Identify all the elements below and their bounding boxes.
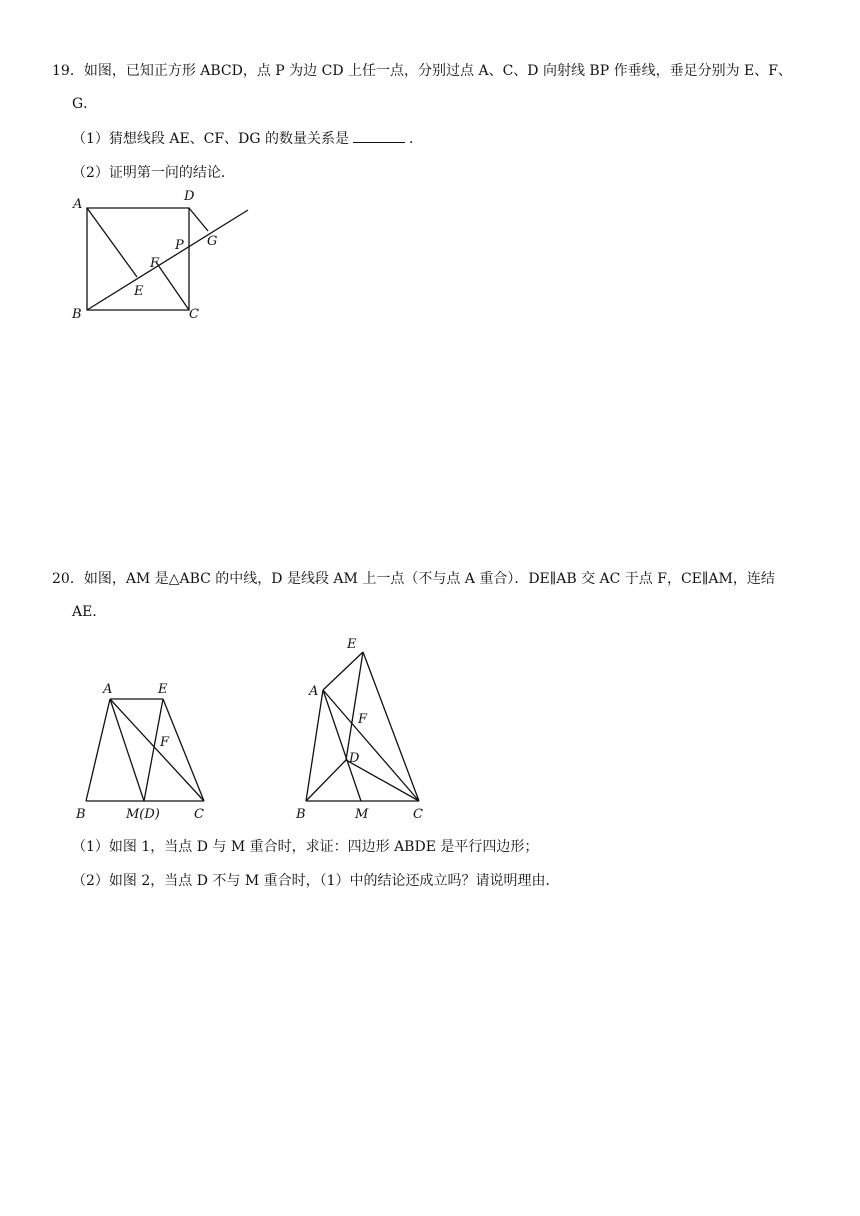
- q19-part2: （2）证明第一问的结论．: [72, 165, 235, 181]
- fig1-label-c: C: [194, 807, 204, 822]
- fig1-label-a: A: [103, 682, 113, 697]
- q20-part2: （2）如图 2，当点 D 不与 M 重合时，（1）中的结论还成立吗？请说明理由．: [72, 873, 560, 889]
- ray-bp: [87, 210, 248, 310]
- label-d: D: [184, 189, 195, 204]
- label-b: B: [72, 307, 82, 322]
- fig2-label-m: M: [355, 807, 369, 822]
- q19-part1-text: （1）猜想线段 AE、CF、DG 的数量关系是: [72, 131, 349, 147]
- fig1-label-m: M(D): [126, 807, 160, 822]
- segment-ac: [323, 690, 419, 801]
- fig1-label-f: F: [160, 735, 170, 750]
- segment-ab: [306, 690, 323, 801]
- segment-dg: [189, 208, 208, 231]
- fig1-label-b: B: [76, 807, 86, 822]
- q20-figure-2: [0, 620, 860, 830]
- segment-ec: [363, 652, 419, 801]
- fig2-label-d: D: [349, 751, 360, 766]
- fig2-label-b: B: [296, 807, 306, 822]
- label-f: F: [150, 256, 160, 271]
- q19-stem-line1: 19．如图，已知正方形 ABCD，点 P 为边 CD 上任一点，分别过点 A、C、D 向射线 BP 作垂线，垂足分别为 E、F、: [52, 63, 792, 79]
- segment-ae: [323, 652, 363, 690]
- fig1-label-e: E: [158, 682, 168, 697]
- q19-part1-end: ．: [408, 131, 423, 147]
- fig2-label-e: E: [347, 637, 357, 652]
- q20-stem-line1: 20．如图，AM 是△ABC 的中线，D 是线段 AM 上一点（不与点 A 重合）．DE∥AB 交 AC 于点 F，CE∥AM，连结: [52, 571, 775, 587]
- fig2-label-c: C: [413, 807, 423, 822]
- label-p: P: [175, 238, 184, 253]
- segment-am: [323, 690, 361, 801]
- label-c: C: [189, 307, 199, 322]
- segment-ae: [87, 208, 137, 277]
- fig2-label-a: A: [309, 684, 319, 699]
- q19-figure: [0, 0, 860, 330]
- segment-bd: [306, 760, 346, 801]
- label-a: A: [73, 197, 83, 212]
- label-g: G: [207, 234, 218, 249]
- q20-part1: （1）如图 1，当点 D 与 M 重合时，求证：四边形 ABDE 是平行四边形；: [72, 839, 539, 855]
- label-e: E: [134, 284, 144, 299]
- segment-cf: [156, 262, 189, 310]
- segment-dc: [346, 760, 419, 801]
- fig2-label-f: F: [358, 712, 368, 727]
- q19-stem-line2: G．: [72, 96, 98, 112]
- segment-ed: [346, 652, 363, 760]
- q20-stem-line2: AE．: [72, 604, 107, 620]
